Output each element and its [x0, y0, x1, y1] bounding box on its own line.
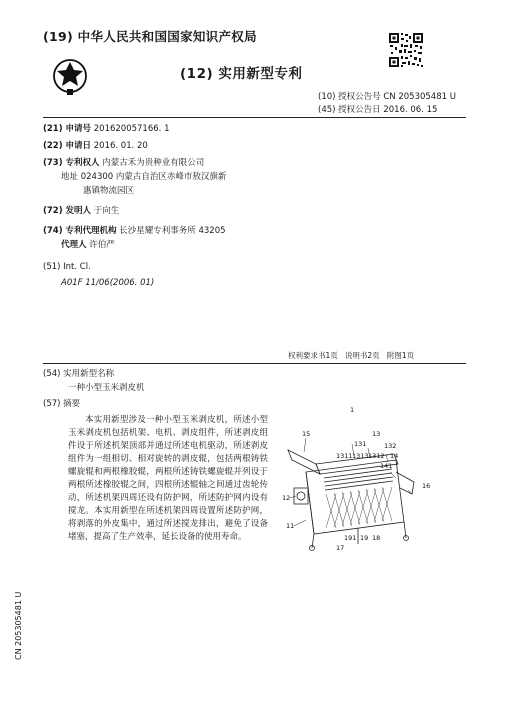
publication-date-label: (45) 授权公告日	[318, 105, 381, 115]
figure-label-1311: 1311	[336, 452, 353, 460]
assignee-value: 内蒙古禾为贵种业有限公司	[102, 158, 205, 168]
address-line2: 惠镇物流园区	[83, 186, 135, 196]
patent-agency-label: (74) 专利代理机构	[43, 226, 117, 236]
publication-number	[318, 90, 456, 102]
figure-label-132: 132	[384, 442, 397, 450]
drawings-pages: 附图1页	[386, 351, 415, 360]
figure-label-1: 1	[350, 406, 355, 414]
abstract-figure	[276, 402, 436, 552]
publication-number-label: (10) 授权公告号	[318, 92, 381, 102]
figure-label-1313: 1313	[352, 452, 369, 460]
application-number-value: 201620057166. 1	[93, 124, 170, 134]
inventor-label: (72) 发明人	[43, 206, 92, 216]
figure-label-12: 12	[282, 494, 291, 502]
figure-label-13: 13	[372, 430, 381, 438]
figure-label-18: 18	[372, 534, 381, 542]
publication-date	[318, 103, 437, 115]
page-counts	[288, 350, 414, 361]
ipc-label: (51) Int. Cl.	[43, 262, 91, 272]
description-pages: 说明书2页	[344, 351, 380, 360]
figure-label-15: 15	[302, 430, 311, 438]
address-label: 地址	[61, 172, 79, 182]
figure-label-11: 11	[286, 522, 295, 530]
figure-label-19: 19	[360, 534, 369, 542]
utility-model-title: 一种小型玉米剥皮机	[68, 383, 145, 393]
claims-pages: 权利要求书1页	[288, 351, 338, 360]
inventor	[43, 205, 119, 217]
document-type: (12) 实用新型专利	[180, 66, 303, 82]
figure-label-191: 191	[344, 534, 357, 542]
application-number	[43, 123, 169, 135]
publication-number-value: CN 205305481 U	[383, 92, 456, 102]
filing-date-label: (22) 申请日	[43, 141, 92, 151]
figure-label-17: 17	[336, 544, 345, 552]
address	[61, 171, 226, 183]
assignee-label: (73) 专利权人	[43, 158, 100, 168]
figure-label-141: 141	[380, 462, 393, 470]
figure-label-16: 16	[422, 482, 431, 490]
office-name: (19) 中华人民共和国国家知识产权局	[43, 29, 257, 44]
patent-agent-value: 许伯严	[89, 240, 115, 250]
figure-label-1312: 1312	[368, 452, 385, 460]
filing-date-value: 2016. 01. 20	[93, 141, 148, 151]
abstract-text: 本实用新型涉及一种小型玉米剥皮机，所述小型玉米剥皮机包括机架、电机、剥皮组件，所述剥皮组件设于所述机架顶部并通过所述电机驱动，所述剥皮组件为一组相切、相对旋转的剥皮辊，包括两根铸铁螺旋辊和两根橡胶辊，两根所述铸铁螺旋辊并列设于两根所述橡胶辊之间，四根所述辊轴之间通过齿轮传动，所述机架四周还设有防护网，所述防护网内设有搅龙。本实用新型在所述机架四周设置所述防护网，将剥落的外皮集中，通过所述搅龙排出，避免了设备堵塞，提高了生产效率，延长设备的使用寿命。	[68, 415, 268, 542]
abstract-body	[68, 414, 268, 544]
body-divider	[43, 363, 466, 364]
application-number-label: (21) 申请号	[43, 124, 92, 134]
address-line1: 024300 内蒙古自治区赤峰市敖汉旗新	[80, 172, 227, 182]
patent-agency	[43, 225, 226, 237]
filing-date	[43, 140, 148, 152]
assignee	[43, 157, 204, 169]
qr-code	[388, 32, 424, 68]
header-divider	[43, 117, 466, 118]
publication-date-value: 2016. 06. 15	[383, 105, 438, 115]
patent-agency-value: 长沙星耀专利事务所 43205	[119, 226, 226, 236]
side-publication-number: CN 205305481 U	[14, 591, 23, 660]
patent-agent	[61, 239, 115, 251]
ipc-value: A01F 11/06(2006. 01)	[61, 278, 155, 288]
patent-agent-label: 代理人	[61, 240, 87, 250]
figure-label-14: 14	[390, 452, 399, 460]
inventor-value: 于向生	[93, 206, 120, 216]
utility-model-title-label: (54) 实用新型名称	[43, 369, 115, 379]
figure-label-131: 131	[354, 440, 367, 448]
patent-office-logo	[52, 58, 88, 96]
abstract-label: (57) 摘要	[43, 399, 81, 409]
